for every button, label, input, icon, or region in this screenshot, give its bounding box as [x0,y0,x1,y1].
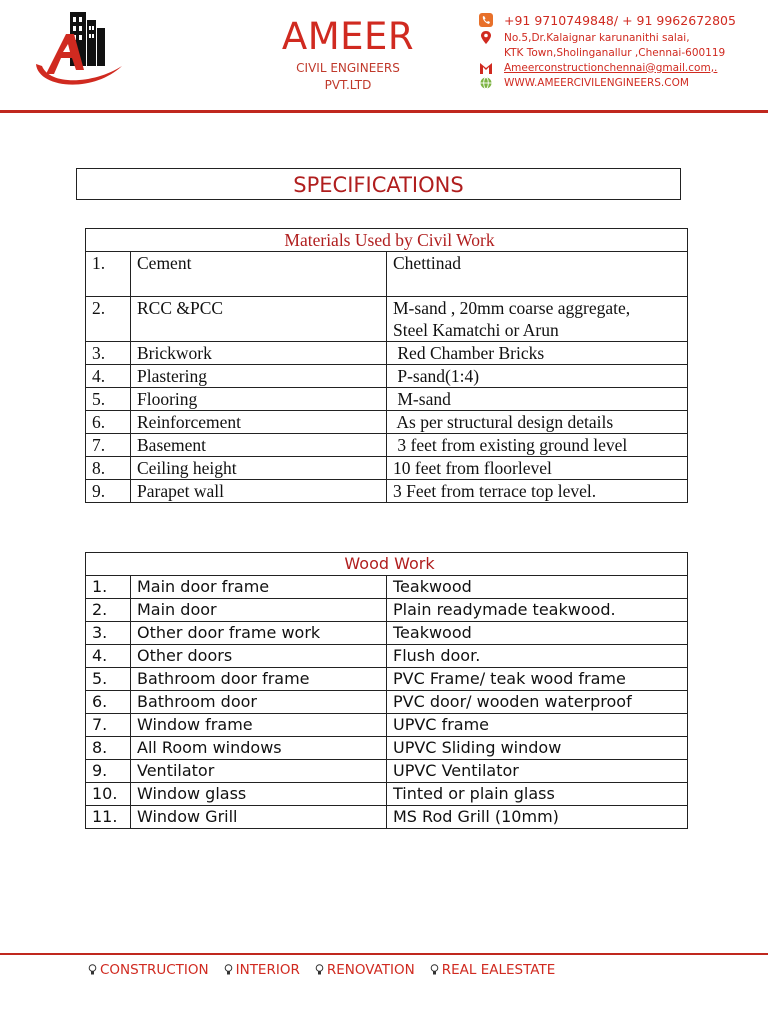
brand-block [262,14,434,94]
wood-work-table [85,552,688,829]
row-number: 8. [86,457,131,480]
service-construction: CONSTRUCTION [100,962,209,978]
row-spec: UPVC frame [387,714,688,737]
brand-subtitle-line2: PVT.LTD [324,78,372,92]
contact-block [478,10,764,90]
row-spec-line2: Steel Kamatchi or Arun [393,320,559,340]
row-spec: Chettinad [387,252,688,297]
contact-address-row2 [478,45,764,60]
table-row [86,576,688,599]
row-item: RCC &PCC [131,297,387,342]
row-spec [387,297,688,342]
row-item: Other doors [131,645,387,668]
service-item [430,962,556,978]
header-divider [0,110,768,113]
row-number: 1. [86,576,131,599]
row-item: Ventilator [131,760,387,783]
row-spec: PVC door/ wooden waterproof [387,691,688,714]
row-spec: As per structural design details [387,411,688,434]
row-number: 2. [86,297,131,342]
table-row [86,365,688,388]
table-row [86,342,688,365]
row-item: Window glass [131,783,387,806]
row-number: 5. [86,388,131,411]
services-list [88,962,570,978]
row-item: Window frame [131,714,387,737]
table-row [86,622,688,645]
row-item: Plastering [131,365,387,388]
row-spec: UPVC Ventilator [387,760,688,783]
service-interior: INTERIOR [235,962,300,978]
row-spec: UPVC Sliding window [387,737,688,760]
contact-phone: +91 9710749848/ + 91 9962672805 [504,12,736,28]
row-item: Brickwork [131,342,387,365]
table-row [86,714,688,737]
service-item [88,962,209,978]
row-item: Window Grill [131,806,387,829]
row-spec: MS Rod Grill (10mm) [387,806,688,829]
row-spec: Teakwood [387,622,688,645]
row-number: 2. [86,599,131,622]
page-title: SPECIFICATIONS [293,173,464,197]
row-spec: Flush door. [387,645,688,668]
row-spec: M-sand [387,388,688,411]
table-row [86,252,688,297]
specifications-title-box [76,168,681,200]
brand-subtitle-line1: CIVIL ENGINEERS [296,61,400,75]
bulb-icon [88,964,97,976]
row-spec: Red Chamber Bricks [387,342,688,365]
table-row [86,411,688,434]
table-row [86,434,688,457]
row-item: Other door frame work [131,622,387,645]
service-renovation: RENOVATION [326,962,415,978]
table-row [86,480,688,503]
bulb-icon [224,964,233,976]
table-row [86,737,688,760]
contact-address-row [478,30,764,45]
row-item: All Room windows [131,737,387,760]
row-spec: 10 feet from floorlevel [387,457,688,480]
row-item: Bathroom door [131,691,387,714]
table-row [86,297,688,342]
row-number: 1. [86,252,131,297]
brand-name: AMEER [281,15,415,58]
contact-website[interactable]: WWW.AMEERCIVILENGINEERS.COM [504,76,689,89]
row-spec: Tinted or plain glass [387,783,688,806]
row-item: Ceiling height [131,457,387,480]
row-spec: 3 Feet from terrace top level. [387,480,688,503]
location-pin-icon [478,31,494,45]
service-real-estate: REAL EALESTATE [441,962,556,978]
wood-work-heading: Wood Work [86,553,688,576]
contact-address-line2: KTK Town,Sholinganallur ,Chennai-600119 [504,46,726,59]
row-number: 10. [86,783,131,806]
row-number: 8. [86,737,131,760]
row-number: 6. [86,411,131,434]
table-row [86,806,688,829]
table-row [86,783,688,806]
row-number: 6. [86,691,131,714]
service-item [315,962,415,978]
contact-website-row[interactable] [478,75,764,90]
row-item: Main door [131,599,387,622]
company-logo [32,8,126,96]
table-row [86,760,688,783]
row-number: 4. [86,645,131,668]
row-item: Main door frame [131,576,387,599]
row-item: Reinforcement [131,411,387,434]
row-spec: Teakwood [387,576,688,599]
table-row [86,457,688,480]
row-spec-line1: M-sand , 20mm coarse aggregate, [393,298,631,318]
row-number: 5. [86,668,131,691]
row-number: 7. [86,714,131,737]
row-number: 9. [86,760,131,783]
row-number: 3. [86,622,131,645]
table-row [86,599,688,622]
row-item: Cement [131,252,387,297]
row-item: Flooring [131,388,387,411]
row-spec: P-sand(1:4) [387,365,688,388]
row-item: Basement [131,434,387,457]
contact-email-row[interactable] [478,60,764,75]
row-number: 4. [86,365,131,388]
table-row [86,645,688,668]
table-row [86,388,688,411]
row-number: 3. [86,342,131,365]
globe-icon [478,76,494,90]
civil-work-table [85,228,688,503]
service-item [224,962,300,978]
row-spec: PVC Frame/ teak wood frame [387,668,688,691]
contact-email[interactable]: Ameerconstructionchennai@gmail.com,. [504,61,718,74]
civil-work-heading: Materials Used by Civil Work [86,229,688,252]
footer-divider [0,953,768,955]
contact-phone-row [478,10,764,30]
table-row [86,691,688,714]
row-spec: 3 feet from existing ground level [387,434,688,457]
row-number: 7. [86,434,131,457]
contact-address-line1: No.5,Dr.Kalaignar karunanithi salai, [504,31,690,44]
row-item: Bathroom door frame [131,668,387,691]
table-row [86,668,688,691]
row-spec: Plain readymade teakwood. [387,599,688,622]
mail-icon [478,61,494,75]
row-number: 11. [86,806,131,829]
bulb-icon [315,964,324,976]
phone-icon [478,13,494,27]
row-number: 9. [86,480,131,503]
bulb-icon [430,964,439,976]
row-item: Parapet wall [131,480,387,503]
